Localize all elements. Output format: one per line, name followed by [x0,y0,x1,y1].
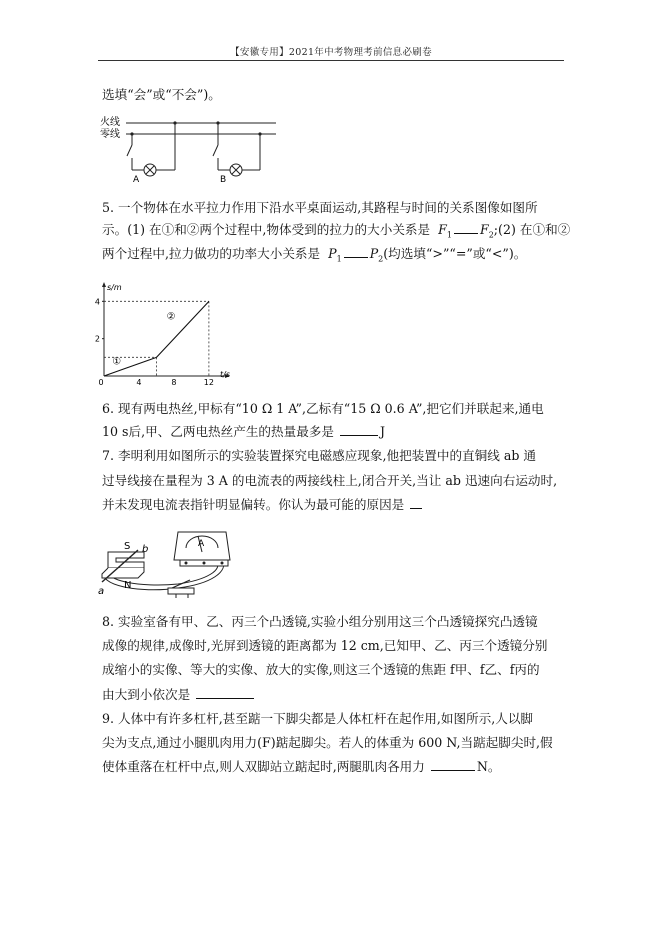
pole-n-label: N [124,580,132,591]
switch-b [213,145,218,156]
knife-switch [168,580,194,598]
q5-line1: 5. 一个物体在水平拉力作用下沿水平桌面运动,其路程与时间的关系图像如图所 [102,200,538,215]
segment-label-1: ① [112,356,122,368]
x-axis-label: t/s [220,370,230,379]
q6-line1: 6. 现有两电热丝,甲标有“10 Ω 1 A”,乙标有“15 Ω 0.6 A”,把它们并联起来,通电 [102,401,544,416]
q8-blank [196,685,254,699]
q8-line2: 成像的规律,成像时,光屏到透镜的距离都为 12 cm,已知甲、乙、丙三个透镜分别 [102,638,548,653]
rod-end-b-label: b [142,544,149,555]
q5-blank-2 [344,244,368,258]
q9-blank [431,757,475,771]
y-axis-label: s/m [107,283,122,292]
q5-line3: 两个过程中,拉力做功的功率大小关系是 $P_1$ $P_2$(均选填“>”“=”或“<”)。 [102,246,527,264]
q8-line4: 由大到小依次是 [102,685,564,705]
page-header: 【安徽专用】2021年中考物理考前信息必刷卷 [230,47,432,58]
q6-line2: 10 s后,甲、乙两电热丝产生的热量最多是 J [102,424,386,439]
intro-line: 选填“会”或“不会”)。 [102,87,221,102]
live-wire-label: 火线 [100,117,120,128]
q9-line3: 使体重落在杠杆中点,则人双脚站立踮起时,两腿肌肉各用力 N。 [102,759,501,774]
q7-line3: 并未发现电流表指针明显偏转。你认为最可能的原因是 [102,495,564,515]
switch-a [127,145,132,156]
neutral-wire-label: 零线 [100,129,120,140]
circuit-branch-b [213,121,262,184]
x-tick-label: 4 [136,378,142,387]
q8-line3: 成缩小的实像、等大的实像、放大的实像,则这三个透镜的焦距 f甲、f乙、f丙的 [102,662,540,677]
lamp-a-label: A [133,175,140,184]
y-axis-arrow [102,282,106,287]
q6-blank [340,422,378,436]
s-t-chart [90,280,230,388]
segment-label-2: ② [166,311,176,323]
x-tick-label: 0 [98,378,104,387]
q7-blank [410,495,422,509]
q7-line2: 过导线接在量程为 3 A 的电流表的两接线柱上,闭合开关,当让 ab 迅速向右运动时, [102,473,558,488]
q7-line1: 7. 李明利用如图所示的实验装置探究电磁感应现象,他把装置中的直铜线 ab 通 [102,448,537,463]
lamp-b-label: B [220,175,227,184]
ammeter-label: A [198,539,205,549]
induction-apparatus [98,522,238,600]
y-tick-label: 2 [94,334,100,344]
circuit-branch-a [127,121,177,184]
x-tick-label: 8 [171,378,177,387]
q8-line1: 8. 实验室备有甲、乙、丙三个凸透镜,实验小组分别用这三个凸透镜探究凸透镜 [102,614,538,629]
x-tick-label: 12 [203,378,214,387]
q5-line2: 示。(1) 在①和②两个过程中,物体受到的拉力的大小关系是 $F_1$ $F_2;(2)$ 在①和② [102,222,571,240]
circuit-diagram [100,112,280,184]
y-tick-label: 4 [94,297,100,307]
q9-line2: 尖为支点,通过小腿肌肉用力(F)踮起脚尖。若人的体重为 600 N,当踮起脚尖时,假 [102,735,553,750]
q9-line1: 9. 人体中有许多杠杆,甚至踮一下脚尖都是人体杠杆在起作用,如图所示,人以脚 [102,711,534,726]
q5-blank-1 [454,220,478,234]
header-rule [98,60,564,61]
pole-s-label: S [124,541,131,552]
ammeter [174,532,230,566]
line-segment-2 [156,301,208,357]
rod-end-a-label: a [98,586,105,597]
